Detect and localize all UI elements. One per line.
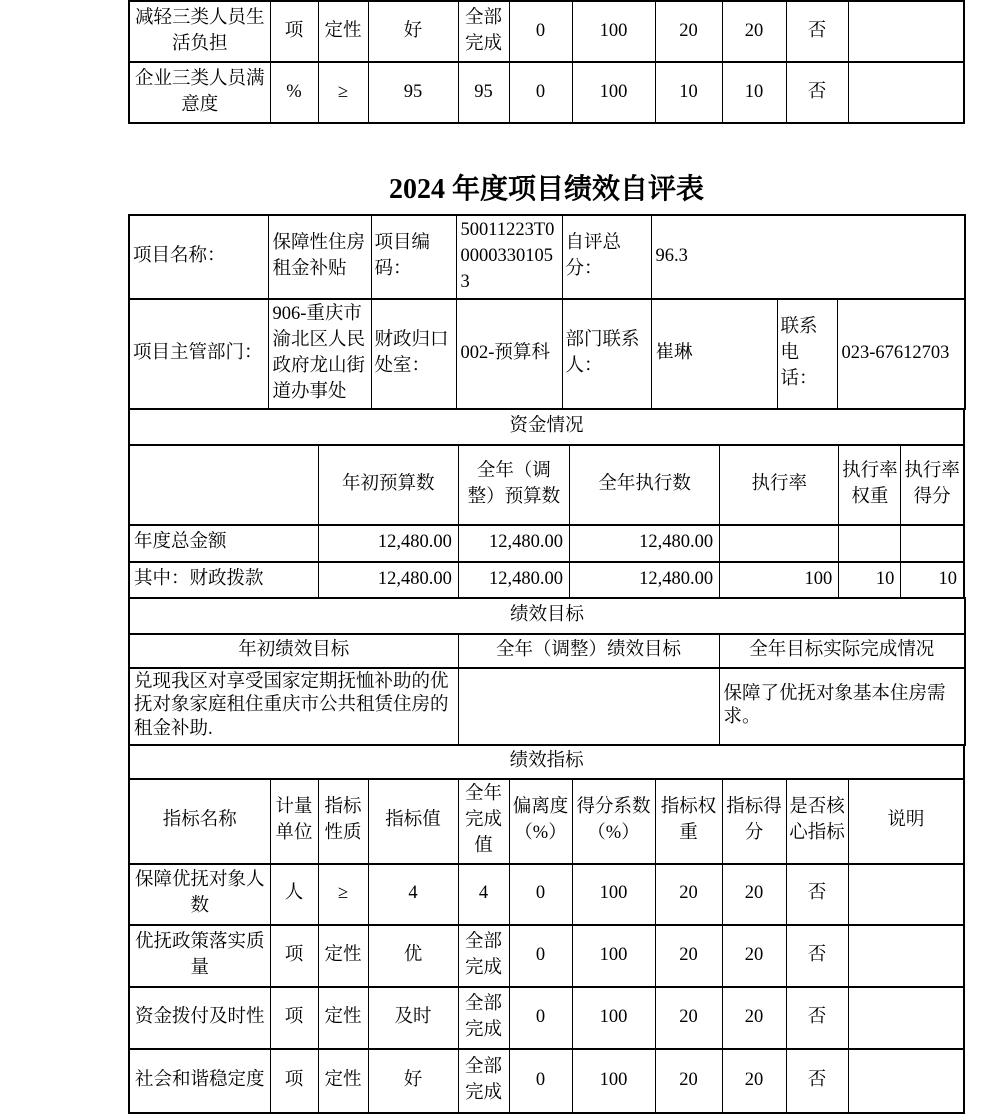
self-score-label: 自评总分： bbox=[562, 215, 651, 299]
score-coefficient-cell: 100 bbox=[572, 1049, 655, 1113]
project-name-value: 保障性住房租金补贴 bbox=[268, 215, 371, 299]
phone-label: 联系电话： bbox=[777, 299, 837, 409]
core-indicator-cell: 否 bbox=[786, 987, 848, 1049]
goals-section-title: 绩效目标 bbox=[129, 598, 965, 634]
adjusted-goal-text bbox=[458, 668, 719, 745]
initial-budget-header: 年初预算数 bbox=[318, 445, 458, 525]
indicator-name-cell: 保障优抚对象人数 bbox=[129, 864, 270, 925]
annual-completion-cell: 全部完成 bbox=[458, 1049, 509, 1113]
nature-cell: ≥ bbox=[318, 864, 368, 925]
weight-cell: 20 bbox=[655, 925, 722, 987]
weight-cell: 20 bbox=[655, 1, 722, 62]
actual-completion-text: 保障了优抚对象基本住房需求。 bbox=[719, 668, 965, 745]
note-header: 说明 bbox=[848, 779, 964, 864]
unit-cell: 项 bbox=[270, 925, 318, 987]
core-indicator-cell: 否 bbox=[786, 864, 848, 925]
weight-header: 指标权重 bbox=[655, 779, 722, 864]
annual-completion-cell: 全部完成 bbox=[458, 925, 509, 987]
weight-cell: 20 bbox=[655, 1049, 722, 1113]
section-title-row bbox=[129, 598, 965, 634]
core-indicator-cell: 否 bbox=[786, 62, 848, 123]
core-indicator-cell: 否 bbox=[786, 1, 848, 62]
indicator-name-cell: 企业三类人员满意度 bbox=[129, 62, 270, 123]
target-value-cell: 及时 bbox=[368, 987, 458, 1049]
target-value-cell: 好 bbox=[368, 1, 458, 62]
self-score-value: 96.3 bbox=[651, 215, 965, 299]
document-content bbox=[128, 0, 965, 1114]
finance-office-label: 财政归口处室： bbox=[371, 299, 456, 409]
section-title-row bbox=[129, 409, 964, 445]
indicator-name-cell: 资金拨付及时性 bbox=[129, 987, 270, 1049]
funding-section-title: 资金情况 bbox=[129, 409, 964, 445]
table-row bbox=[129, 1049, 964, 1113]
rate-weight-header: 执行率权重 bbox=[839, 445, 901, 525]
indicator-name-cell: 优抚政策落实质量 bbox=[129, 925, 270, 987]
note-cell bbox=[848, 1, 964, 62]
rate-weight-value bbox=[839, 525, 901, 562]
target-value-header: 指标值 bbox=[368, 779, 458, 864]
initial-goal-header: 年初绩效目标 bbox=[129, 634, 458, 668]
score-coefficient-header: 得分系数（%） bbox=[572, 779, 655, 864]
project-info-table bbox=[128, 214, 966, 410]
nature-cell: 定性 bbox=[318, 1, 368, 62]
rate-score-header: 执行率得分 bbox=[901, 445, 964, 525]
rate-score-value: 10 bbox=[901, 562, 964, 598]
core-indicator-cell: 否 bbox=[786, 1049, 848, 1113]
nature-header: 指标性质 bbox=[318, 779, 368, 864]
finance-office-value: 002-预算科 bbox=[456, 299, 562, 409]
adjusted-budget-value: 12,480.00 bbox=[458, 562, 569, 598]
score-cell: 20 bbox=[722, 1049, 786, 1113]
score-cell: 20 bbox=[722, 1, 786, 62]
deviation-cell: 0 bbox=[509, 1049, 572, 1113]
weight-cell: 20 bbox=[655, 864, 722, 925]
rate-weight-value: 10 bbox=[839, 562, 901, 598]
table-row bbox=[129, 864, 964, 925]
actual-completion-header: 全年目标实际完成情况 bbox=[719, 634, 965, 668]
annual-completion-cell: 95 bbox=[458, 62, 509, 123]
phone-value: 023-67612703 bbox=[837, 299, 965, 409]
header-row bbox=[129, 779, 964, 864]
table-row bbox=[129, 215, 965, 299]
score-coefficient-cell: 100 bbox=[572, 1, 655, 62]
adjusted-budget-header: 全年（调整）预算数 bbox=[458, 445, 569, 525]
initial-budget-value: 12,480.00 bbox=[318, 525, 458, 562]
execution-rate-value bbox=[720, 525, 839, 562]
note-cell bbox=[848, 864, 964, 925]
note-cell bbox=[848, 1049, 964, 1113]
deviation-cell: 0 bbox=[509, 925, 572, 987]
project-code-label: 项目编码： bbox=[371, 215, 456, 299]
department-value: 906-重庆市渝北区人民政府龙山街道办事处 bbox=[268, 299, 371, 409]
contact-value: 崔琳 bbox=[651, 299, 777, 409]
score-cell: 20 bbox=[722, 987, 786, 1049]
table-row bbox=[129, 925, 964, 987]
contact-label: 部门联系人： bbox=[562, 299, 651, 409]
note-cell bbox=[848, 62, 964, 123]
unit-cell: 项 bbox=[270, 1049, 318, 1113]
score-coefficient-cell: 100 bbox=[572, 864, 655, 925]
nature-cell: ≥ bbox=[318, 62, 368, 123]
deviation-cell: 0 bbox=[509, 62, 572, 123]
unit-header: 计量单位 bbox=[270, 779, 318, 864]
indicators-table bbox=[128, 744, 965, 1114]
annual-completion-cell: 全部完成 bbox=[458, 987, 509, 1049]
deviation-cell: 0 bbox=[509, 864, 572, 925]
score-coefficient-cell: 100 bbox=[572, 987, 655, 1049]
deviation-cell: 0 bbox=[509, 987, 572, 1049]
table-row bbox=[129, 1, 964, 62]
goals-table bbox=[128, 597, 966, 746]
table-row bbox=[129, 525, 964, 562]
score-coefficient-cell: 100 bbox=[572, 62, 655, 123]
annual-completion-cell: 4 bbox=[458, 864, 509, 925]
project-code-value: 50011223T000003301053 bbox=[456, 215, 562, 299]
adjusted-goal-header: 全年（调整）绩效目标 bbox=[458, 634, 719, 668]
executed-header: 全年执行数 bbox=[570, 445, 720, 525]
target-value-cell: 95 bbox=[368, 62, 458, 123]
unit-cell: 项 bbox=[270, 1, 318, 62]
weight-cell: 10 bbox=[655, 62, 722, 123]
score-cell: 10 bbox=[722, 62, 786, 123]
execution-rate-value: 100 bbox=[720, 562, 839, 598]
target-value-cell: 优 bbox=[368, 925, 458, 987]
annual-completion-header: 全年完成值 bbox=[458, 779, 509, 864]
indicator-name-header: 指标名称 bbox=[129, 779, 270, 864]
initial-goal-text: 兑现我区对享受国家定期抚恤补助的优抚对象家庭租住重庆市公共租赁住房的租金补助. bbox=[129, 668, 458, 745]
table-row bbox=[129, 987, 964, 1049]
execution-rate-header: 执行率 bbox=[720, 445, 839, 525]
project-name-label: 项目名称： bbox=[129, 215, 268, 299]
indicators-section-title: 绩效指标 bbox=[129, 745, 964, 779]
weight-cell: 20 bbox=[655, 987, 722, 1049]
funding-row-label: 其中：财政拨款 bbox=[129, 562, 318, 598]
table-row bbox=[129, 62, 964, 123]
initial-budget-value: 12,480.00 bbox=[318, 562, 458, 598]
unit-cell: 项 bbox=[270, 987, 318, 1049]
unit-cell: % bbox=[270, 62, 318, 123]
note-cell bbox=[848, 925, 964, 987]
executed-value: 12,480.00 bbox=[570, 525, 720, 562]
score-cell: 20 bbox=[722, 925, 786, 987]
funding-row-label-header-cell bbox=[129, 445, 318, 525]
target-value-cell: 4 bbox=[368, 864, 458, 925]
department-label: 项目主管部门： bbox=[129, 299, 268, 409]
core-indicator-cell: 否 bbox=[786, 925, 848, 987]
score-cell: 20 bbox=[722, 864, 786, 925]
core-indicator-header: 是否核心指标 bbox=[786, 779, 848, 864]
adjusted-budget-value: 12,480.00 bbox=[458, 525, 569, 562]
rate-score-value bbox=[901, 525, 964, 562]
header-row bbox=[129, 634, 965, 668]
target-value-cell: 好 bbox=[368, 1049, 458, 1113]
page-title: 2024 年度项目绩效自评表 bbox=[388, 174, 704, 205]
header-row bbox=[129, 445, 964, 525]
score-header: 指标得分 bbox=[722, 779, 786, 864]
previous-indicators-table bbox=[128, 0, 965, 124]
deviation-header: 偏离度（%） bbox=[509, 779, 572, 864]
score-coefficient-cell: 100 bbox=[572, 925, 655, 987]
note-cell bbox=[848, 987, 964, 1049]
table-row bbox=[129, 562, 964, 598]
table-row bbox=[129, 668, 965, 745]
table-row bbox=[129, 299, 965, 409]
section-title-row bbox=[129, 745, 964, 779]
annual-completion-cell: 全部完成 bbox=[458, 1, 509, 62]
nature-cell: 定性 bbox=[318, 1049, 368, 1113]
executed-value: 12,480.00 bbox=[570, 562, 720, 598]
indicator-name-cell: 社会和谐稳定度 bbox=[129, 1049, 270, 1113]
funding-table bbox=[128, 408, 965, 599]
deviation-cell: 0 bbox=[509, 1, 572, 62]
unit-cell: 人 bbox=[270, 864, 318, 925]
nature-cell: 定性 bbox=[318, 987, 368, 1049]
funding-row-label: 年度总金额 bbox=[129, 525, 318, 562]
nature-cell: 定性 bbox=[318, 925, 368, 987]
indicator-name-cell: 减轻三类人员生活负担 bbox=[129, 1, 270, 62]
